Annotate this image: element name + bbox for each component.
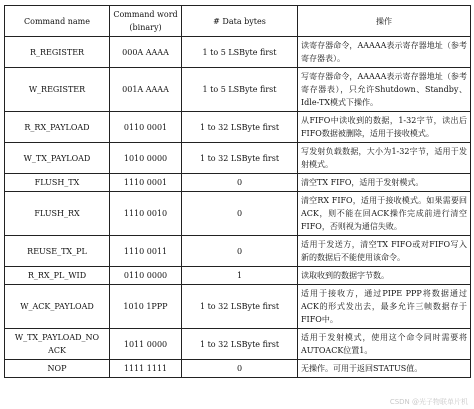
table-row [5,236,471,267]
operation-cell: 适用于接收方，通过PIPE PPP将数据通过ACK的形式发出去，最多允许三帧数据存于FIFO中。 [298,285,471,329]
operation-cell: 清空TX FIFO，适用于发射模式。 [298,174,471,192]
command-word-cell: 000A AAAA [110,37,182,68]
header-row [5,6,471,37]
command-word-cell: 1110 0001 [110,174,182,192]
operation-cell: 清空RX FIFO，适用于接收模式。如果需要回ACK，则不能在回ACK操作完成前进行清空FIFO，否则视为通信失败。 [298,192,471,236]
table-row [5,267,471,285]
command-word-cell: 1010 0000 [110,143,182,174]
command-name-cell: R_RX_PL_WID [5,267,110,285]
operation-cell: 适用于发送方，清空TX FIFO或对FIFO写入新的数据后不能使用该命令。 [298,236,471,267]
command-word-cell: 1010 1PPP [110,285,182,329]
table-row [5,143,471,174]
table-row [5,360,471,378]
data-bytes-cell: 1 to 5 LSByte first [182,37,298,68]
command-name-cell: NOP [5,360,110,378]
command-word-cell: 0110 0001 [110,112,182,143]
command-word-cell: 001A AAAA [110,68,182,112]
data-bytes-cell: 1 to 5 LSByte first [182,68,298,112]
data-bytes-cell: 1 [182,267,298,285]
operation-cell: 读取收到的数据字节数。 [298,267,471,285]
header-operation: 操作 [298,6,471,37]
table-row [5,192,471,236]
command-name-cell: W_REGISTER [5,68,110,112]
operation-cell: 从FIFO中读收到的数据，1-32字节，读出后FIFO数据被删除，适用于接收模式。 [298,112,471,143]
table-row [5,37,471,68]
data-bytes-cell: 0 [182,360,298,378]
data-bytes-cell: 1 to 32 LSByte first [182,285,298,329]
table-row [5,329,471,360]
data-bytes-cell: 1 to 32 LSByte first [182,329,298,360]
table-row [5,174,471,192]
command-name-cell: R_RX_PAYLOAD [5,112,110,143]
command-table [4,5,471,378]
table-row [5,285,471,329]
command-word-cell: 1111 1111 [110,360,182,378]
command-name-cell: REUSE_TX_PL [5,236,110,267]
header-command-name: Command name [5,6,110,37]
command-name-cell: FLUSH_RX [5,192,110,236]
watermark: CSDN @光子物联单片机 [389,398,468,406]
data-bytes-cell: 1 to 32 LSByte first [182,112,298,143]
header-data-bytes: # Data bytes [182,6,298,37]
operation-cell: 适用于发射模式，使用这个命令同时需要将AUTOACK位置1。 [298,329,471,360]
command-name-cell: W_ACK_PAYLOAD [5,285,110,329]
operation-cell: 无操作。可用于返回STATUS值。 [298,360,471,378]
operation-cell: 写寄存器命令，AAAAA表示寄存器地址（参考寄存器表），只允许Shutdown、Standby、Idle-TX模式下操作。 [298,68,471,112]
data-bytes-cell: 0 [182,174,298,192]
command-name-cell: R_REGISTER [5,37,110,68]
command-name-cell: W_TX_PAYLOAD_NO ACK [5,329,110,360]
command-word-cell: 1110 0010 [110,192,182,236]
data-bytes-cell: 0 [182,236,298,267]
command-name-cell: W_TX_PAYLOAD [5,143,110,174]
header-command-word: Command word (binary) [110,6,182,37]
command-word-cell: 1110 0011 [110,236,182,267]
data-bytes-cell: 1 to 32 LSByte first [182,143,298,174]
data-bytes-cell: 0 [182,192,298,236]
operation-cell: 读寄存器命令，AAAAA表示寄存器地址（参考寄存器表）。 [298,37,471,68]
table-row [5,112,471,143]
command-word-cell: 0110 0000 [110,267,182,285]
command-name-cell: FLUSH_TX [5,174,110,192]
table-row [5,68,471,112]
command-word-cell: 1011 0000 [110,329,182,360]
operation-cell: 写发射负载数据，大小为1-32字节，适用于发射模式。 [298,143,471,174]
